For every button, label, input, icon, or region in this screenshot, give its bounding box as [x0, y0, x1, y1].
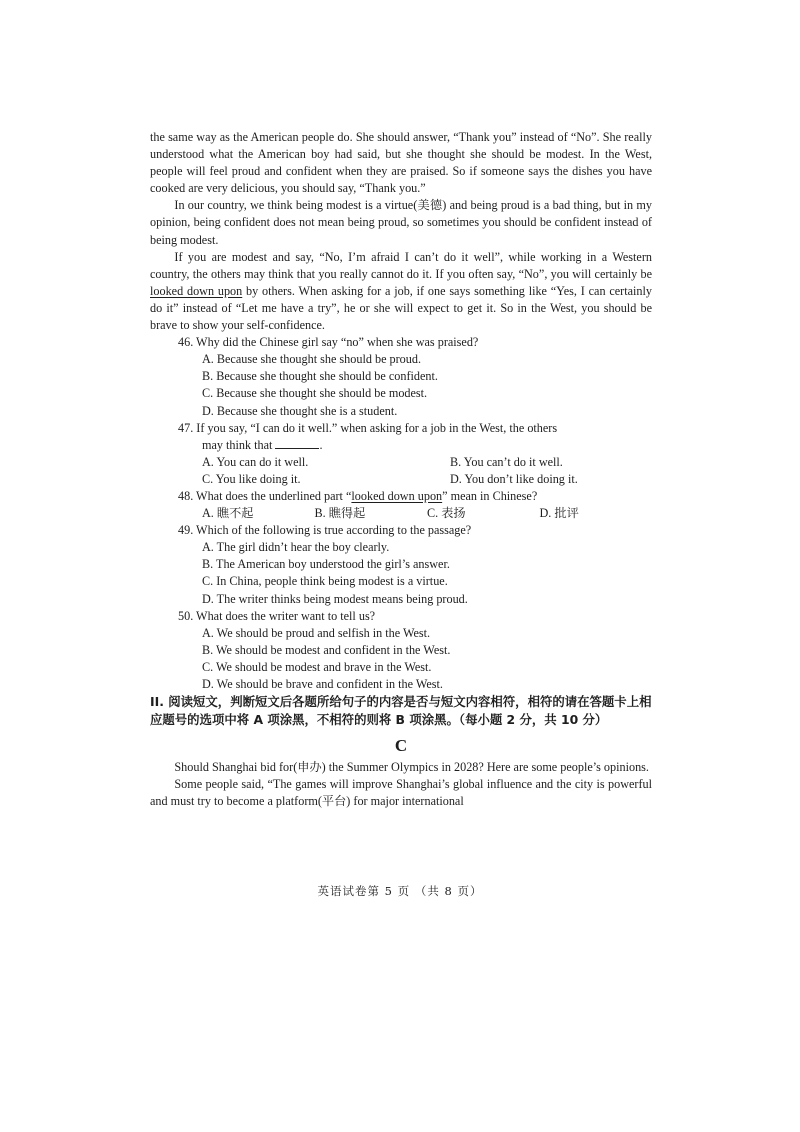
passage-b-paragraph-2: In our country, we think being modest is a virtue(美德) and being proud is a bad thing, but in my opinion, being confident does not mean being proud, so sometimes you should be confident instead of being modest. — [150, 198, 652, 247]
question-46-option-b: B. Because she thought she should be confident. — [202, 369, 438, 384]
question-46-option-d: D. Because she thought she is a student. — [202, 403, 398, 418]
page-footer: 英语试卷第 5 页 （共 8 页） — [317, 884, 483, 898]
passage-b-paragraph-1: the same way as the American people do. She should answer, “Thank you” instead of “No”. She really understood what the American boy had said, but she thought she should be modest. In the West, people will feel proud and confident when they are praised. So if someone says the dishes you have cooked are very delicious, you should say, “Thank you.” — [150, 130, 652, 196]
question-48-stem-before: 48. What does the underlined part “ — [178, 488, 352, 503]
question-49-stem: 49. Which of the following is true according to the passage? — [178, 523, 472, 538]
question-48 — [150, 488, 652, 522]
question-49 — [150, 522, 652, 607]
question-48-options — [150, 505, 652, 522]
question-47-option-d: D. You don’t like doing it. — [450, 471, 578, 486]
question-47-stem-line-1: 47. If you say, “I can do it well.” when asking for a job in the West, the others — [178, 420, 558, 435]
question-48-stem-after: ” mean in Chinese? — [442, 488, 538, 503]
question-47-options-row-1 — [150, 454, 652, 471]
question-47-stem-end: . — [319, 437, 323, 452]
question-46-option-a: A. Because she thought she should be proud. — [202, 352, 422, 367]
passage-b-paragraph-3 — [150, 249, 652, 334]
passage-c-heading: C — [394, 736, 408, 756]
paragraph-3-text-after: by others. When asking for a job, if one says something like “Yes, I can certainly do it” instead of “Let me have a try”, he or she will expect to get it. So in the West, you should be brave to show your self-confidence. — [150, 283, 652, 333]
question-48-stem — [150, 488, 652, 505]
page-content — [150, 129, 652, 810]
question-48-option-c: C. 表扬 — [427, 506, 466, 521]
question-49-option-c: C. In China, people think being modest is a virtue. — [202, 574, 448, 589]
question-49-option-a: A. The girl didn’t hear the boy clearly. — [202, 540, 390, 555]
question-49-option-d: D. The writer thinks being modest means being proud. — [202, 591, 468, 606]
question-47-option-b: B. You can’t do it well. — [450, 454, 563, 469]
question-47-stem-line-2 — [150, 437, 652, 454]
passage-c-paragraph-2: Some people said, “The games will improve Shanghai’s global influence and the city is powerful and must try to become a platform(平台) for major international — [150, 777, 652, 809]
question-46-option-c: C. Because she thought she should be modest. — [202, 386, 428, 401]
question-50-option-c: C. We should be modest and brave in the West. — [202, 659, 432, 674]
question-47-stem-text: may think that — [202, 437, 273, 452]
question-50-option-d: D. We should be brave and confident in the West. — [202, 677, 443, 691]
question-47-option-a: A. You can do it well. — [202, 454, 309, 469]
question-48-option-b: B. 瞧得起 — [314, 506, 366, 521]
question-46 — [150, 334, 652, 419]
question-48-option-a: A. 瞧不起 — [202, 506, 254, 521]
paragraph-3-text-before: If you are modest and say, “No, I’m afraid I can’t do it well”, while working in a Western country, the others may think that you really cannot do it. If you often say, “No”, you will certainly be — [150, 249, 652, 281]
question-50-option-a: A. We should be proud and selfish in the West. — [202, 625, 431, 640]
question-49-option-b: B. The American boy understood the girl’s answer. — [202, 557, 450, 572]
question-50-stem: 50. What does the writer want to tell us? — [178, 608, 376, 623]
question-48-option-d: D. 批评 — [539, 506, 579, 521]
question-50-option-b: B. We should be modest and confident in the West. — [202, 642, 451, 657]
question-48-underlined: looked down upon — [351, 488, 443, 503]
section-ii-instructions: II. 阅读短文，判断短文后各题所给句子的内容是否与短文内容相符，相符的请在答题卡上相应题号的选项中将 A 项涂黑，不相符的则将 B 项涂黑。（每小题 2 分，共 10 分） — [150, 694, 652, 728]
passage-c-paragraph-1: Should Shanghai bid for(申办) the Summer Olympics in 2028? Here are some people’s opinions. — [174, 760, 649, 775]
question-47-option-c: C. You like doing it. — [202, 471, 301, 486]
question-50 — [150, 608, 652, 693]
underlined-phrase: looked down upon — [150, 283, 243, 298]
question-47 — [150, 420, 652, 488]
question-47-options-row-2 — [150, 471, 652, 488]
answer-blank — [275, 437, 319, 449]
question-46-stem: 46. Why did the Chinese girl say “no” when she was praised? — [178, 335, 479, 350]
